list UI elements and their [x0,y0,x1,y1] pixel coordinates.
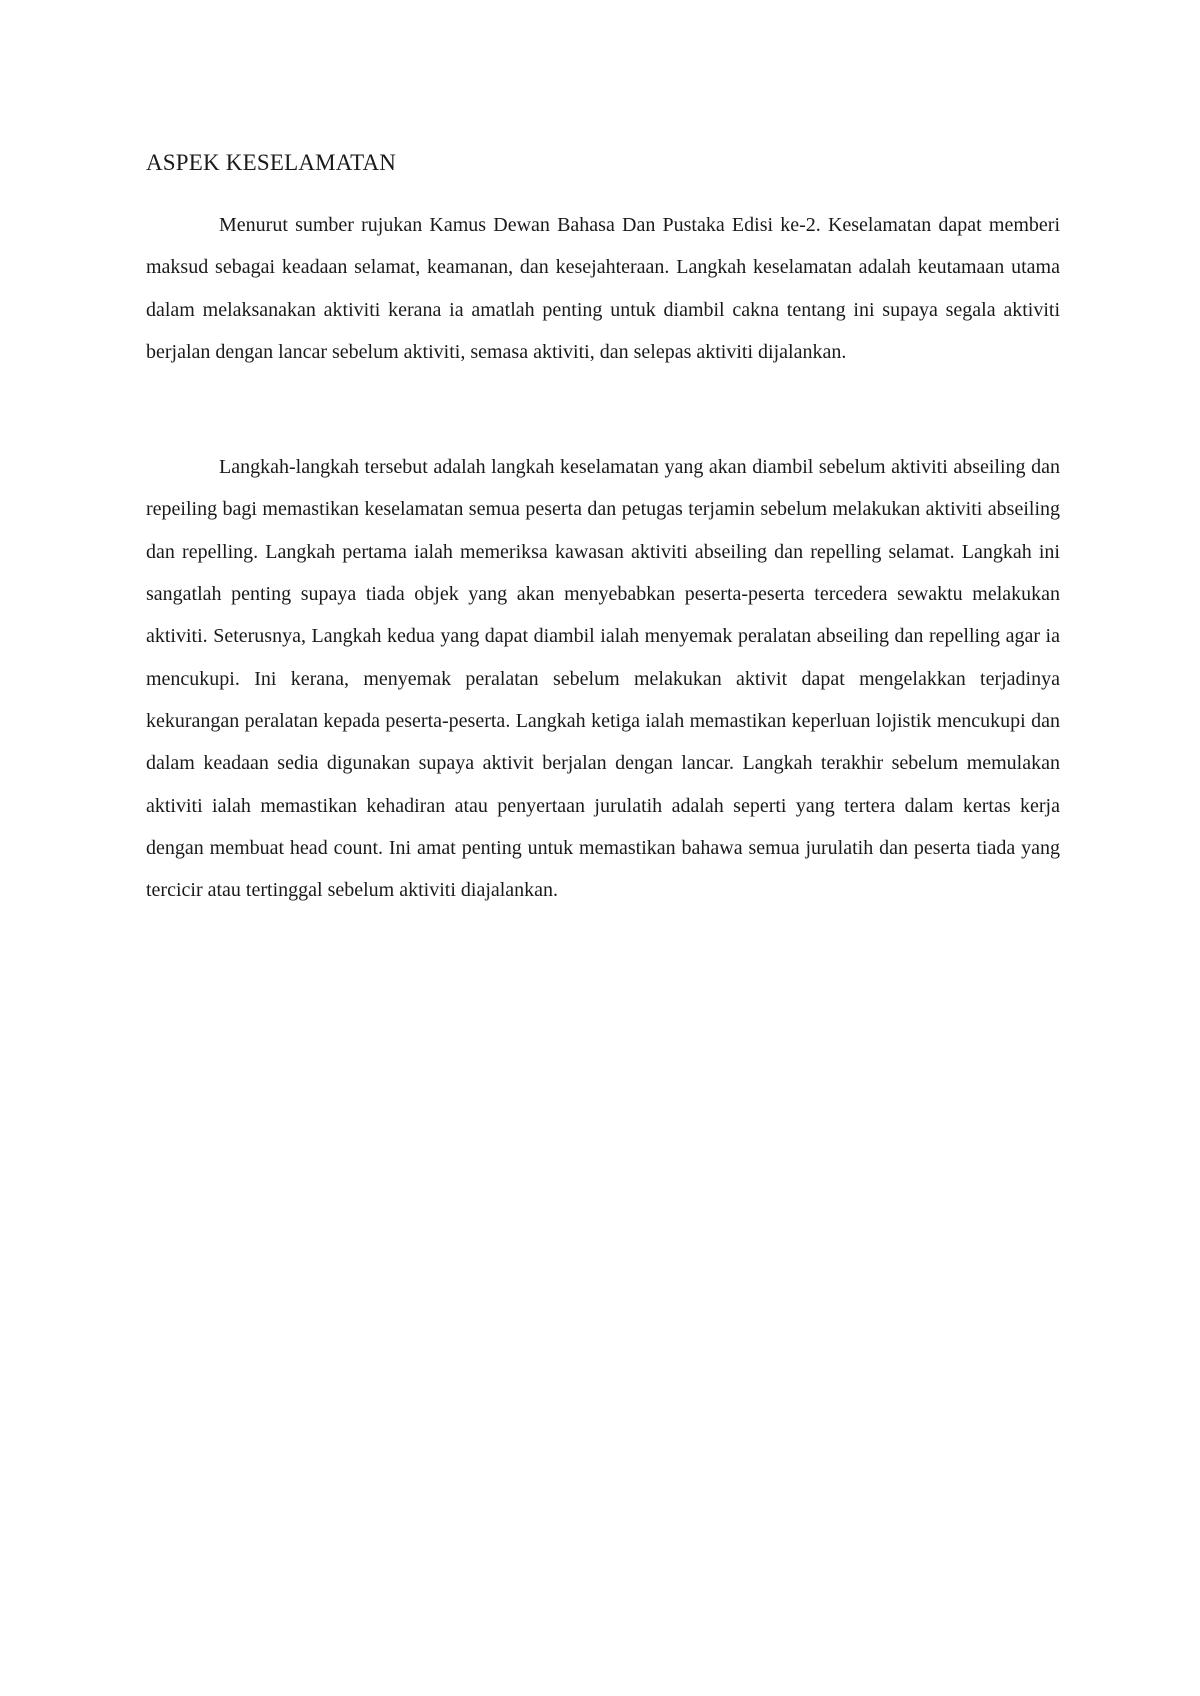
paragraph-definition: Menurut sumber rujukan Kamus Dewan Bahasa Dan Pustaka Edisi ke-2. Keselamatan dapat memberi maksud sebagai keadaan selamat, keamanan, dan kesejahteraan. Langkah keselamatan adalah keutamaan utama dalam melaksanakan aktiviti kerana ia amatlah penting untuk diambil cakna tentang ini supaya segala aktiviti berjalan dengan lancar sebelum aktiviti, semasa aktiviti, dan selepas aktiviti dijalankan. [146,214,1060,363]
document-heading: ASPEK KESELAMATAN [146,150,397,175]
paragraph-safety-steps: Langkah-langkah tersebut adalah langkah keselamatan yang akan diambil sebelum aktiviti abseiling dan repeiling bagi memastikan keselamatan semua peserta dan petugas terjamin sebelum melakukan aktiviti abseiling dan repelling. Langkah pertama ialah memeriksa kawasan aktiviti abseiling dan repelling selamat. Langkah ini sangatlah penting supaya tiada objek yang akan menyebabkan peserta-peserta tercedera sewaktu melakukan aktiviti. Seterusnya, Langkah kedua yang dapat diambil ialah menyemak peralatan abseiling dan repelling agar ia mencukupi. Ini kerana, menyemak peralatan sebelum melakukan aktivit dapat mengelakkan terjadinya kekurangan peralatan kepada peserta-peserta. Langkah ketiga ialah memastikan keperluan lojistik mencukupi dan dalam keadaan sedia digunakan supaya aktivit berjalan dengan lancar. Langkah terakhir sebelum memulakan aktiviti ialah memastikan kehadiran atau penyertaan jurulatih adalah seperti yang tertera dalam kertas kerja dengan membuat head count. Ini amat penting untuk memastikan bahawa semua jurulatih dan peserta tiada yang tercicir atau tertinggal sebelum aktiviti diajalankan. [146,456,1060,902]
document-body [146,146,1060,911]
